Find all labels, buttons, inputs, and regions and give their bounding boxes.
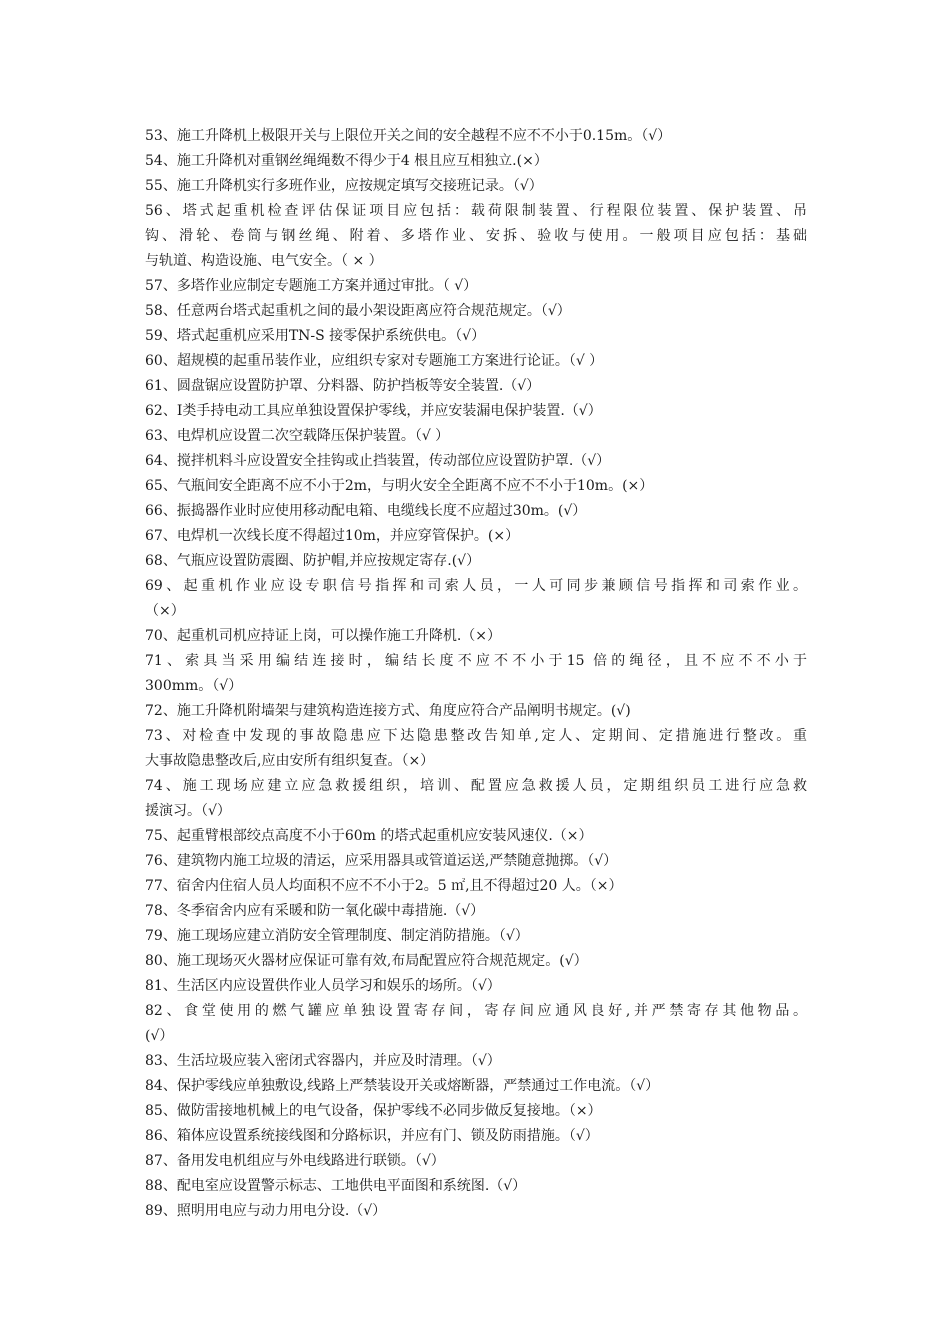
text-line: 300mm。（√）	[145, 678, 243, 694]
text-line: 59、塔式起重机应采用TN-S 接零保护系统供电。（√）	[145, 328, 486, 344]
text-line: 62、Ⅰ类手持电动工具应单独设置保护零线，并应安装漏电保护装置.（√）	[145, 403, 602, 419]
text-line: 54、施工升降机对重钢丝绳绳数不得少于4 根且应互相独立.(×）	[145, 153, 548, 169]
text-line: 86、箱体应设置系统接线图和分路标识，并应有门、锁及防雨措施。（√）	[145, 1128, 599, 1144]
text-line: 援演习。（√）	[145, 803, 231, 819]
text-line: 69、起重机作业应设专职信号指挥和司索人员，一人可同步兼顾信号指挥和司索作业。	[145, 578, 807, 594]
text-line: 57、多塔作业应制定专题施工方案并通过审批。（ √）	[145, 278, 478, 294]
question-list	[145, 124, 807, 1224]
text-line: 81、生活区内应设置供作业人员学习和娱乐的场所。（√）	[145, 978, 501, 994]
text-line: 大事故隐患整改后,应由安所有组织复查。（×）	[145, 753, 435, 769]
text-line: 71、索具当采用编结连接时，编结长度不应不不小于15 倍的绳径，且不应不不小于	[145, 653, 807, 669]
text-line: 77、宿舍内住宿人员人均面积不应不不小于2。5 ㎡,且不得超过20 人。（×）	[145, 878, 623, 894]
text-line: 61、圆盘锯应设置防护罩、分料器、防护挡板等安全装置.（√）	[145, 378, 541, 394]
text-line: 78、冬季宿舍内应有采暖和防一氧化碳中毒措施.（√）	[145, 903, 485, 919]
text-line: 67、电焊机一次线长度不得超过10m，并应穿管保护。(×）	[145, 528, 520, 544]
text-line: 钩、滑轮、卷筒与钢丝绳、附着、多塔作业、安拆、验收与使用。一般项目应包括：基础	[145, 228, 807, 244]
text-line: 84、保护零线应单独敷设,线路上严禁装设开关或熔断器，严禁通过工作电流。（√）	[145, 1078, 660, 1094]
text-line: 65、气瓶间安全距离不应不小于2m，与明火安全全距离不应不不小于10m。(×）	[145, 478, 654, 494]
text-line: 87、备用发电机组应与外电线路进行联锁。（√）	[145, 1153, 445, 1169]
text-line: 73、对检查中发现的事故隐患应下达隐患整改告知单,定人、定期间、定措施进行整改。重	[145, 728, 807, 744]
text-line: 72、施工升降机附墙架与建筑构造连接方式、角度应符合产品阐明书规定。(√)	[145, 703, 631, 719]
text-line: 60、超规模的起重吊装作业，应组织专家对专题施工方案进行论证。（√ ）	[145, 353, 604, 369]
text-line: 76、建筑物内施工垃圾的清运，应采用器具或管道运送,严禁随意抛掷。（√）	[145, 853, 618, 869]
text-line: 64、搅拌机料斗应设置安全挂钩或止挡装置，传动部位应设置防护罩.（√）	[145, 453, 611, 469]
text-line: 63、电焊机应设置二次空载降压保护装置。（√ ）	[145, 428, 450, 444]
text-line: （×）	[145, 603, 185, 619]
text-line: 79、施工现场应建立消防安全管理制度、制定消防措施。（√）	[145, 928, 529, 944]
text-line: 74、施工现场应建立应急救援组织，培训、配置应急救援人员，定期组织员工进行应急救	[145, 778, 807, 794]
text-line: 56、塔式起重机检查评估保证项目应包括：载荷限制装置、行程限位装置、保护装置、吊	[145, 203, 807, 219]
text-line: 82、食堂使用的燃气罐应单独设置寄存间，寄存间应通风良好,并严禁寄存其他物品。	[145, 1003, 807, 1019]
text-line: 70、起重机司机应持证上岗，可以操作施工升降机.（×）	[145, 628, 501, 644]
text-line: 与轨道、构造设施、电气安全。（ × ）	[145, 253, 383, 269]
text-line: 58、任意两台塔式起重机之间的最小架设距离应符合规范规定。（√）	[145, 303, 571, 319]
text-line: (√）	[145, 1028, 174, 1044]
text-line: 83、生活垃圾应装入密闭式容器内，并应及时清理。（√）	[145, 1053, 501, 1069]
text-line: 80、施工现场灭火器材应保证可靠有效,布局配置应符合规范规定。(√）	[145, 953, 588, 969]
text-line: 85、做防雷接地机械上的电气设备，保护零线不必同步做反复接地。（×）	[145, 1103, 602, 1119]
text-line: 89、照明用电应与动力用电分设.（√）	[145, 1203, 387, 1219]
text-line: 88、配电室应设置警示标志、工地供电平面图和系统图.（√）	[145, 1178, 527, 1194]
text-line: 53、施工升降机上极限开关与上限位开关之间的安全越程不应不不小于0.15m。（√）	[145, 128, 672, 144]
text-line: 55、施工升降机实行多班作业，应按规定填写交接班记录。（√）	[145, 178, 543, 194]
text-line: 75、起重臂根部绞点高度不小于60m 的塔式起重机应安装风速仪.（×）	[145, 828, 593, 844]
text-line: 68、气瓶应设置防震圈、防护帽,并应按规定寄存.(√）	[145, 553, 481, 569]
text-line: 66、振捣器作业时应使用移动配电箱、电缆线长度不应超过30m。(√）	[145, 503, 587, 519]
